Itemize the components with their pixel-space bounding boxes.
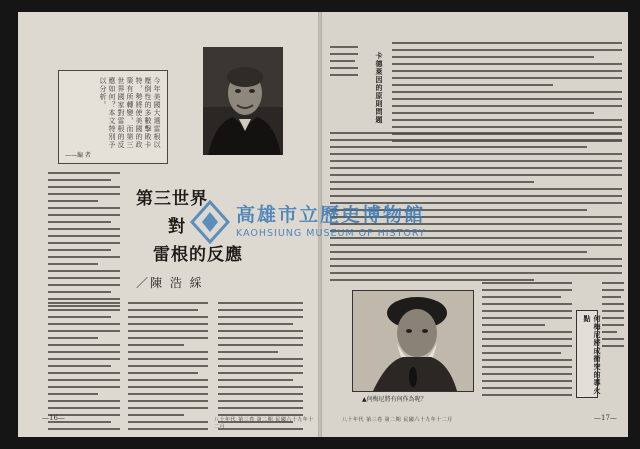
text-column-right-edge [602, 282, 624, 352]
text-block-right-lower [482, 282, 572, 401]
footer-left: 八十年代 第三卷 第二期 民國六十九年十二月 [214, 417, 314, 430]
watermark-logo-icon [190, 200, 230, 244]
subhead-right-1: 卡德萊因的原則問題 [375, 52, 384, 124]
reagan-photo [203, 47, 283, 155]
intro-box [58, 70, 168, 164]
subhead-right-2: 何梅尼將成衝突的導火點 [583, 315, 602, 395]
text-column-left-upper [48, 172, 120, 312]
khomeini-photo [352, 290, 474, 392]
article-author: ／陳 浩 綵 [136, 276, 204, 290]
text-column-right-1 [330, 46, 358, 81]
subhead-box-right-2 [576, 310, 602, 398]
intro-signature: ——編 者 [65, 152, 91, 159]
article-title-line1: 第三世界 [136, 189, 208, 209]
article-title-line2: 對 [168, 217, 186, 237]
intro-text: 今年美國大選雷根以壓倒性的多數擊敗卡特，勢將使美國的政策有所轉變，而第三世界國家對雷根的反應如何？本文特別予以分析。 [99, 77, 161, 149]
watermark-english: KAOHSIUNG MUSEUM OF HISTORY [236, 228, 426, 239]
text-column-middle-lower [128, 302, 208, 435]
article-title-line3: 雷根的反應 [153, 245, 243, 265]
watermark-chinese: 高雄市立歷史博物館 [236, 204, 426, 226]
page-number-right: —17— [594, 414, 617, 422]
photo-caption: ▲何梅尼將有何作為呢？ [362, 396, 427, 403]
page-number-left: —16— [42, 414, 65, 422]
footer-right: 八十年代 第三卷 第二期 民國六十九年十二月 [342, 417, 453, 423]
watermark [190, 198, 450, 248]
